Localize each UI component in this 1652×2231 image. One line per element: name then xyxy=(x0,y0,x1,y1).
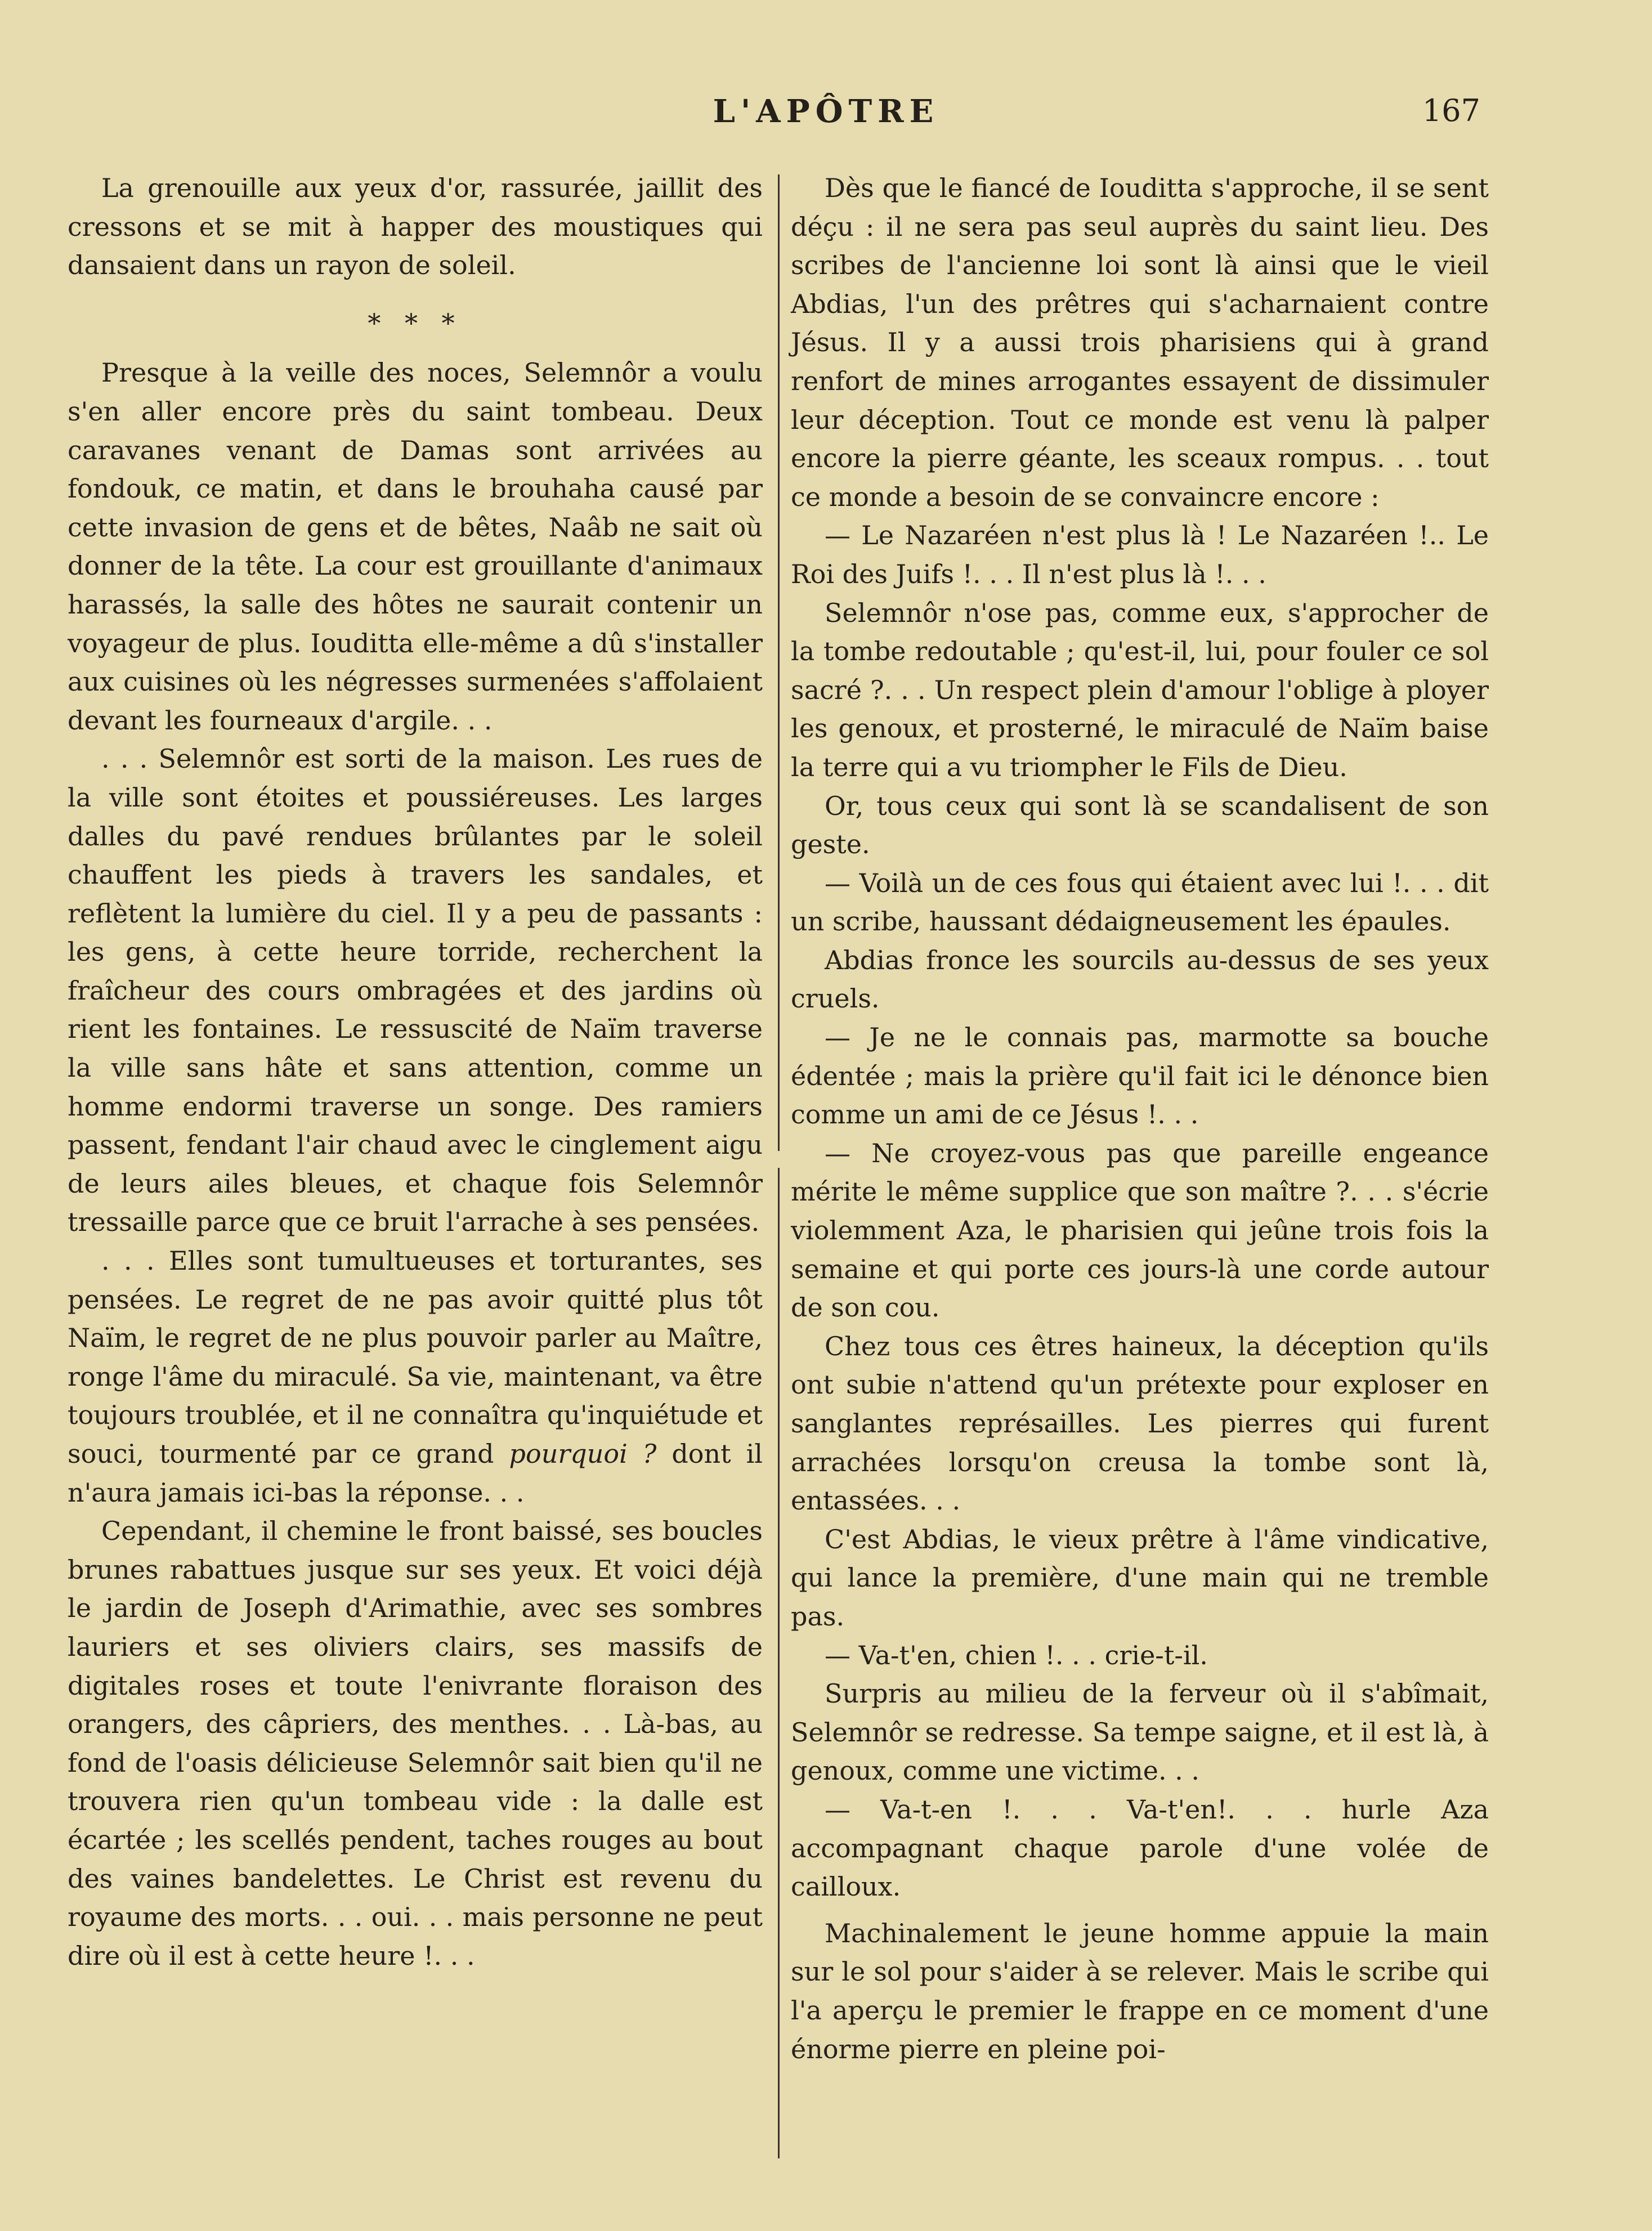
left-column xyxy=(68,169,763,1975)
paragraph: Abdias fronce les sourcils au-dessus de ses yeux cruels. xyxy=(791,944,1489,1014)
paragraph: Machinalement le jeune homme appuie la main sur le sol pour s'aider à se relever. Mais le scribe qui l'a aperçu le premier le frappe en ce moment d'une énorme pierre en pleine poi- xyxy=(791,1918,1489,2064)
paragraph xyxy=(68,1242,763,1512)
running-title: L'APÔTRE xyxy=(713,93,939,130)
page-number: 167 xyxy=(1422,93,1480,128)
column-divider-top xyxy=(778,174,780,1151)
dialogue-line: — Ne croyez-vous pas que pareille engeance mérite le même supplice que son maître ?. . . s'écrie violemment Aza, le pharisien qui jeûne trois fois la semaine et qui porte ces jours-là une corde autour de son cou. xyxy=(791,1137,1489,1323)
paragraph: Chez tous ces êtres haineux, la déception qu'ils ont subie n'attend qu'un prétexte pour exploser en sanglantes représailles. Les pierres qui furent arrachées lorsqu'on creusa la tombe sont là, entassées. . . xyxy=(791,1330,1489,1516)
paragraph: Or, tous ceux qui sont là se scandalisent de son geste. xyxy=(791,790,1489,860)
paragraph: Dès que le fiancé de Iouditta s'approche, il se sent déçu : il ne sera pas seul auprès du saint lieu. Des scribes de l'ancienne loi sont là ainsi que le vieil Abdias, l'un des prêtres qui s'acharnaient contre Jésus. Il y a aussi trois pharisiens qui à grand renfort de mines arrogantes essayent de dissimuler leur déception. Tout ce monde est venu là palper encore la pierre géante, les sceaux rompus. . . tout ce monde a besoin de se convaincre encore : xyxy=(791,173,1489,512)
paragraph: C'est Abdias, le vieux prêtre à l'âme vindicative, qui lance la première, d'une main qui ne tremble pas. xyxy=(791,1524,1489,1632)
paragraph: Surpris au milieu de la ferveur où il s'abîmait, Selemnôr se redresse. Sa tempe saigne, et il est là, à genoux, comme une victime. . . xyxy=(791,1678,1489,1786)
right-column xyxy=(791,169,1489,2068)
dialogue-line: — Va-t-en !. . . Va-t'en!. . . hurle Aza accompagnant chaque parole d'une volée de cailloux. xyxy=(791,1794,1489,1902)
dialogue-line: — Je ne le connais pas, marmotte sa bouche édentée ; mais la prière qu'il fait ici le dénonce bien comme un ami de ce Jésus !. . . xyxy=(791,1022,1489,1130)
paragraph-text: . . . Elles sont tumultueuses et torturantes, ses pensées. Le regret de ne pas avoir quitté plus tôt Naïm, le regret de ne plus pouvoir parler au Maître, ronge l'âme du miraculé. Sa vie, maintenant, va être toujours troublée, et il ne connaîtra qu'inquiétude et souci, tourmenté par ce grand xyxy=(68,1246,763,1469)
paragraph: Cependant, il chemine le front baissé, ses boucles brunes rabattues jusque sur ses yeux. Et voici déjà le jardin de Joseph d'Arimathie, avec ses sombres lauriers et ses oliviers clairs, ses massifs de digitales roses et toute l'enivrante floraison des orangers, des câpriers, des menthes. . . Là-bas, au fond de l'oasis délicieuse Selemnôr sait bien qu'il ne trouvera rien qu'un tombeau vide : la dalle est écartée ; les scellés pendent, taches rouges au bout des vaines bandelettes. Le Christ est revenu du royaume des morts. . . oui. . . mais personne ne peut dire où il est à cette heure !. . . xyxy=(68,1516,763,1971)
page-header xyxy=(0,93,1652,138)
paragraph-text: dont il n'aura jamais ici-bas la réponse. . . xyxy=(68,1439,763,1508)
paragraph: La grenouille aux yeux d'or, rassurée, jaillit des cressons et se mit à happer des moustiques qui dansaient dans un rayon de soleil. xyxy=(68,173,763,281)
paragraph: Presque à la veille des noces, Selemnôr a voulu s'en aller encore près du saint tombeau. Deux caravanes venant de Damas sont arrivées au fondouk, ce matin, et dans le brouhaha causé par cette invasion de gens et de bêtes, Naâb ne sait où donner de la tête. La cour est grouillante d'animaux harassés, la salle des hôtes ne saurait contenir un voyageur de plus. Iouditta elle-même a dû s'installer aux cuisines où les négresses surmenées s'affolaient devant les fourneaux d'argile. . . xyxy=(68,357,763,736)
section-separator: * * * xyxy=(368,307,463,338)
paragraph: Selemnôr n'ose pas, comme eux, s'approcher de la tombe redoutable ; qu'est-il, lui, pour fouler ce sol sacré ?. . . Un respect plein d'amour l'oblige à ployer les genoux, et prosterné, le miraculé de Naïm baise la terre qui a vu triompher le Fils de Dieu. xyxy=(791,597,1489,782)
column-divider-bottom xyxy=(778,1168,780,2158)
paragraph: . . . Selemnôr est sorti de la maison. Les rues de la ville sont étoites et poussiéreuses. Les larges dalles du pavé rendues brûlantes par le soleil chauffent les pieds à travers les sandales, et reflètent la lumière du ciel. Il y a peu de passants : les gens, à cette heure torride, recherchent la fraîcheur des cours ombragées et des jardins où rient les fontaines. Le ressuscité de Naïm traverse la ville sans hâte et sans attention, comme un homme endormi traverse un songe. Des ramiers passent, fendant l'air chaud avec le cinglement aigu de leurs ailes bleues, et chaque fois Selemnôr tressaille parce que ce bruit l'arrache à ses pensées. xyxy=(68,743,763,1238)
dialogue-line: — Va-t'en, chien !. . . crie-t-il. xyxy=(825,1639,1208,1670)
dialogue-line: — Le Nazaréen n'est plus là ! Le Nazaréen !.. Le Roi des Juifs !. . . Il n'est plus là !. . . xyxy=(791,520,1489,589)
dialogue-line: — Voilà un de ces fous qui étaient avec lui !. . . dit un scribe, haussant dédaigneusement les épaules. xyxy=(791,867,1489,937)
italic-word: pourquoi ? xyxy=(509,1439,657,1469)
